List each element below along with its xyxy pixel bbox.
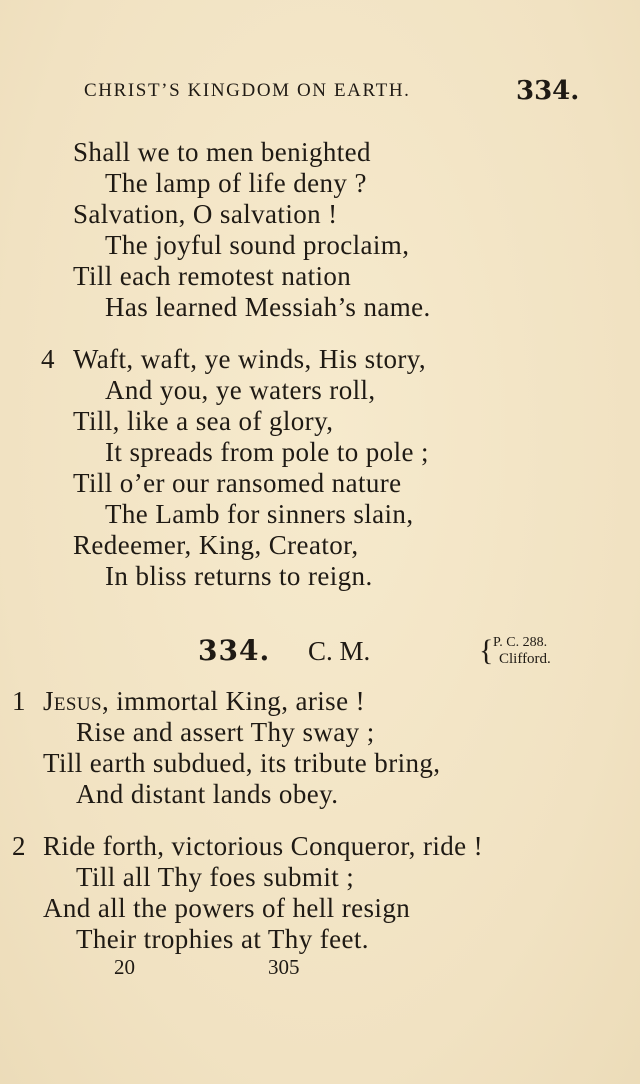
verse-line: Redeemer, King, Creator, — [73, 530, 359, 560]
verse-line: The Lamb for sinners slain, — [105, 499, 414, 529]
stanza-number: 4 — [41, 344, 55, 374]
hymn-number: 334. — [198, 634, 271, 667]
verse-line: Till all Thy foes submit ; — [76, 862, 355, 892]
page-number: 334. — [516, 76, 580, 106]
tune-name: Clifford. — [499, 651, 551, 667]
verse-line: And you, ye waters roll, — [105, 375, 376, 405]
verse-line: Ride forth, victorious Conqueror, ride ! — [43, 831, 484, 861]
verse-line: The lamp of life deny ? — [105, 168, 367, 198]
running-title: CHRIST’S KINGDOM ON EARTH. — [84, 80, 411, 101]
tune-reference: P. C. 288. — [493, 635, 548, 650]
verse-line: Shall we to men benighted — [73, 137, 371, 167]
verse-line: And all the powers of hell resign — [43, 893, 411, 923]
verse-line: In bliss returns to reign. — [105, 561, 373, 591]
verse-line: And distant lands obey. — [76, 779, 339, 809]
verse-line: Their trophies at Thy feet. — [76, 924, 369, 954]
stanza-number: 1 — [12, 686, 26, 716]
verse-line: Till earth subdued, its tribute bring, — [43, 748, 441, 778]
verse-line: Till, like a sea of glory, — [73, 406, 334, 436]
first-word: Jesus, — [43, 686, 110, 716]
verse-line: Salvation, O salvation ! — [73, 199, 338, 229]
verse-line: Till o’er our ransomed nature — [73, 468, 402, 498]
verse-line: Waft, waft, ye winds, His story, — [73, 344, 427, 374]
brace-glyph: { — [479, 634, 494, 667]
hymn-meter: C. M. — [308, 636, 371, 666]
verse-line: Rise and assert Thy sway ; — [76, 717, 375, 747]
folio-number: 305 — [268, 955, 300, 979]
verse-line: Till each remotest nation — [73, 261, 352, 291]
first-line-rest: immortal King, arise ! — [109, 686, 366, 716]
stanza-number: 2 — [12, 831, 26, 861]
verse-line: The joyful sound proclaim, — [105, 230, 410, 260]
signature-mark: 20 — [114, 955, 135, 979]
verse-line: It spreads from pole to pole ; — [105, 437, 429, 467]
verse-line: Has learned Messiah’s name. — [105, 292, 431, 322]
verse-line-first — [43, 686, 365, 717]
